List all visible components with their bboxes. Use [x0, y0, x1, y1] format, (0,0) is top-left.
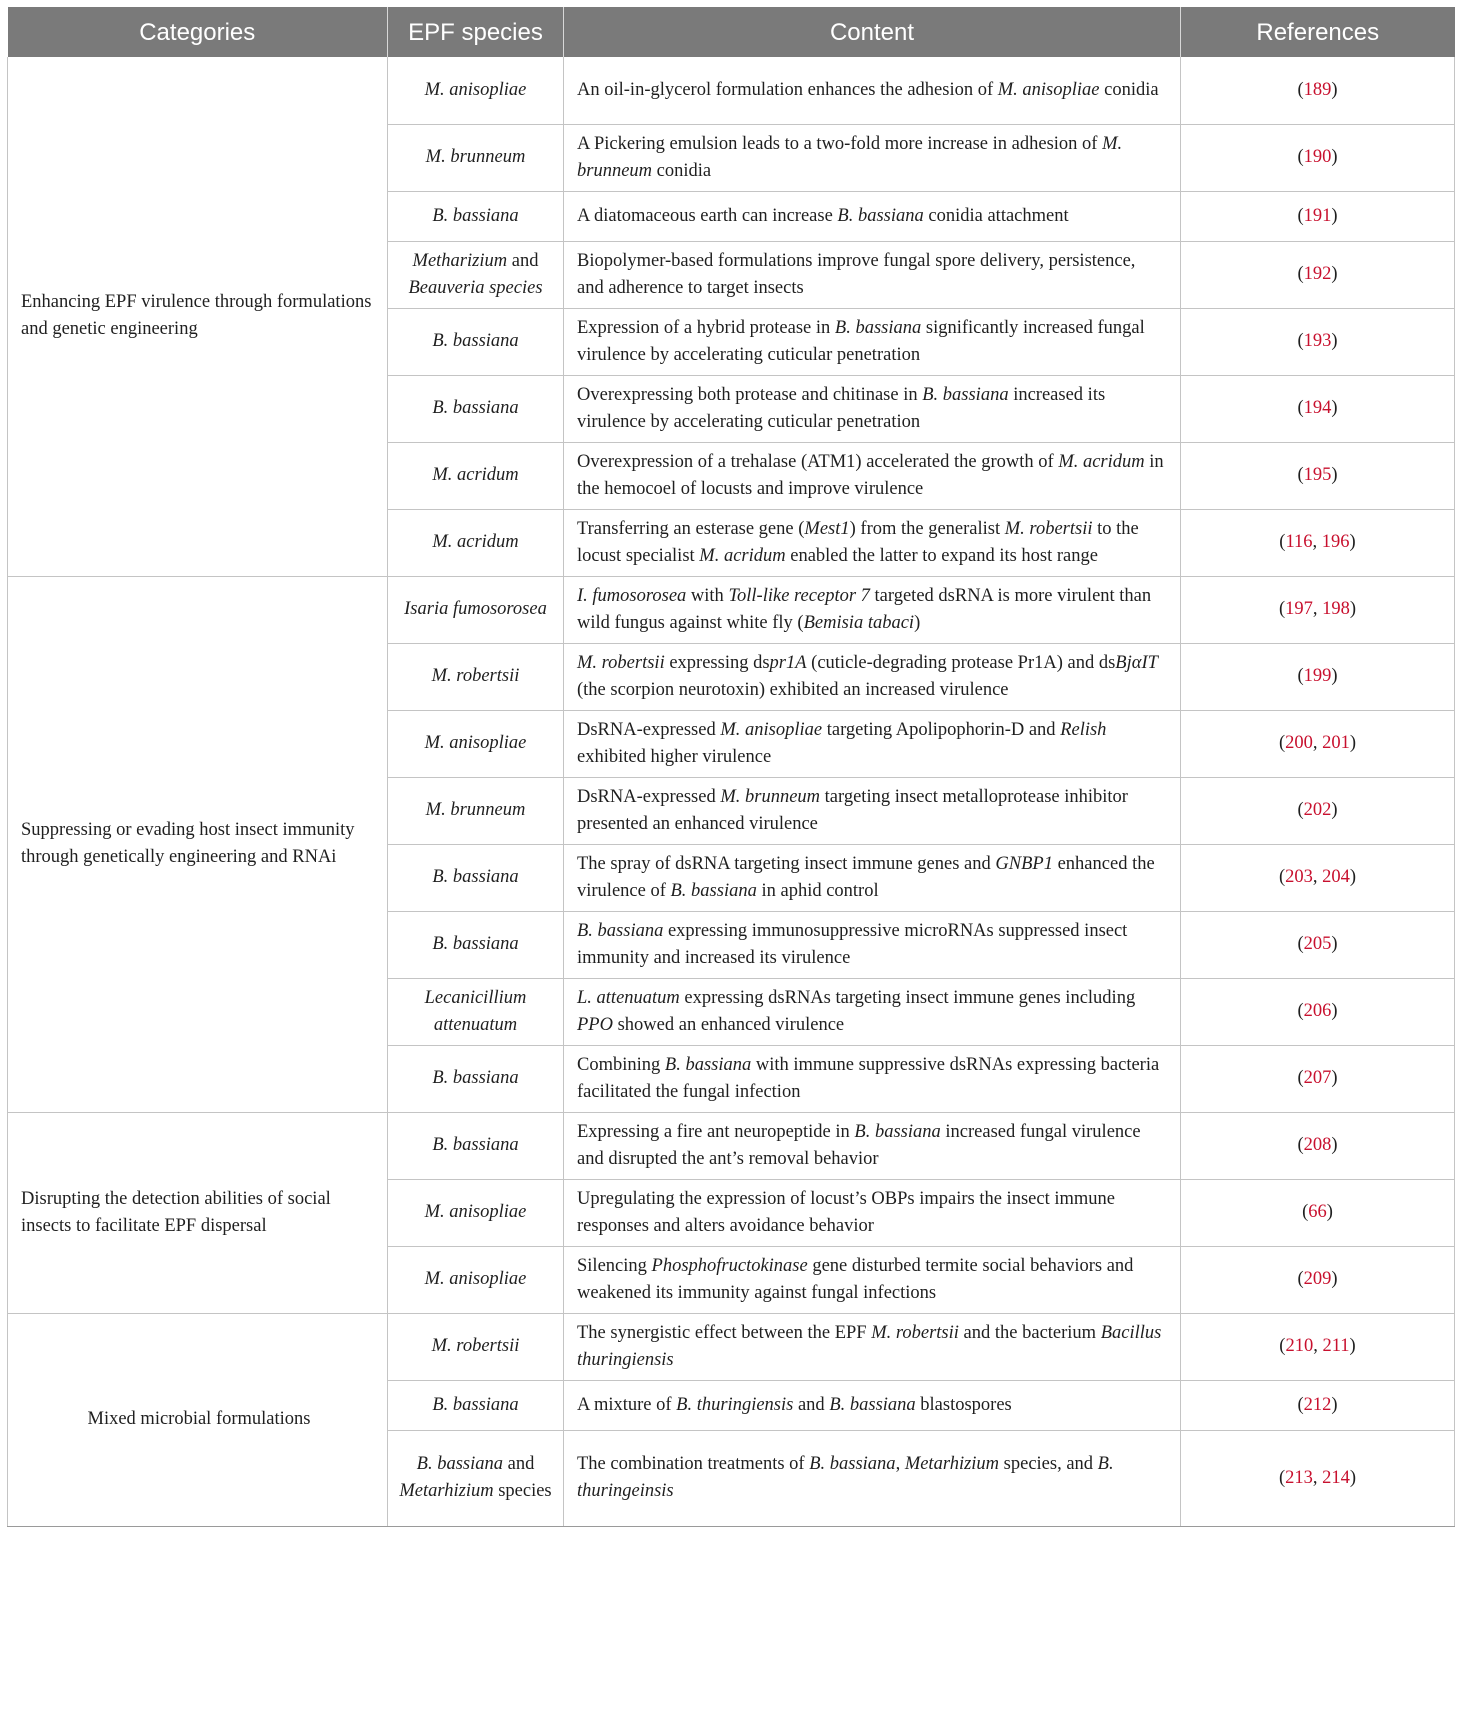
reference-link[interactable]: 194: [1303, 398, 1332, 418]
header-content: Content: [564, 7, 1181, 57]
reference-link[interactable]: 206: [1303, 1001, 1332, 1021]
header-references: References: [1181, 7, 1455, 57]
category-cell: Enhancing EPF virulence through formulations and genetic engineering: [8, 57, 388, 576]
species-cell: M. acridum: [388, 442, 564, 509]
reference-link[interactable]: 204: [1322, 867, 1350, 887]
content-cell: A mixture of B. thuringiensis and B. bassiana blastospores: [564, 1380, 1181, 1430]
content-cell: Upregulating the expression of locust’s OBPs impairs the insect immune responses and alters avoidance behavior: [564, 1179, 1181, 1246]
content-cell: M. robertsii expressing dspr1A (cuticle-degrading protease Pr1A) and dsBjαIT (the scorpion neurotoxin) exhibited an increased virulence: [564, 643, 1181, 710]
reference-link[interactable]: 209: [1303, 1269, 1332, 1289]
category-cell: Disrupting the detection abilities of social insects to facilitate EPF dispersal: [8, 1112, 388, 1313]
content-cell: Expressing a fire ant neuropeptide in B. bassiana increased fungal virulence and disrupted the ant’s removal behavior: [564, 1112, 1181, 1179]
category-cell: Mixed microbial formulations: [8, 1313, 388, 1526]
content-cell: A Pickering emulsion leads to a two-fold more increase in adhesion of M. brunneum conidia: [564, 124, 1181, 191]
reference-link[interactable]: 116: [1285, 532, 1313, 552]
references-cell: (194): [1181, 375, 1455, 442]
reference-link[interactable]: 189: [1303, 79, 1332, 100]
species-cell: M. acridum: [388, 509, 564, 576]
references-cell: (199): [1181, 643, 1455, 710]
content-cell: I. fumosorosea with Toll-like receptor 7 targeted dsRNA is more virulent than wild fungus against white fly (Bemisia tabaci): [564, 576, 1181, 643]
references-cell: (209): [1181, 1246, 1455, 1313]
table-row: [8, 1313, 1455, 1380]
species-cell: Isaria fumosorosea: [388, 576, 564, 643]
content-cell: B. bassiana expressing immunosuppressive microRNAs suppressed insect immunity and increased its virulence: [564, 911, 1181, 978]
references-cell: (116, 196): [1181, 509, 1455, 576]
reference-link[interactable]: 211: [1322, 1336, 1350, 1356]
reference-link[interactable]: 197: [1285, 599, 1313, 619]
references-cell: (189): [1181, 57, 1455, 124]
reference-link[interactable]: 202: [1303, 800, 1332, 820]
reference-link[interactable]: 192: [1303, 264, 1332, 284]
species-cell: B. bassiana: [388, 1112, 564, 1179]
species-cell: B. bassiana: [388, 191, 564, 241]
references-cell: (197, 198): [1181, 576, 1455, 643]
table-row: [8, 57, 1455, 124]
table-row: [8, 576, 1455, 643]
reference-link[interactable]: 203: [1285, 867, 1313, 887]
reference-link[interactable]: 199: [1303, 666, 1332, 686]
header-categories: Categories: [8, 7, 388, 57]
species-cell: M. robertsii: [388, 643, 564, 710]
references-cell: (192): [1181, 241, 1455, 308]
references-cell: (207): [1181, 1045, 1455, 1112]
species-cell: B. bassiana: [388, 911, 564, 978]
species-cell: Lecanicillium attenuatum: [388, 978, 564, 1045]
content-cell: Silencing Phosphofructokinase gene disturbed termite social behaviors and weakened its immunity against fungal infections: [564, 1246, 1181, 1313]
species-cell: B. bassiana: [388, 844, 564, 911]
references-cell: (193): [1181, 308, 1455, 375]
header-epf-species: EPF species: [388, 7, 564, 57]
category-cell: Suppressing or evading host insect immunity through genetically engineering and RNAi: [8, 576, 388, 1112]
species-cell: M. robertsii: [388, 1313, 564, 1380]
references-cell: (203, 204): [1181, 844, 1455, 911]
species-cell: B. bassiana: [388, 375, 564, 442]
species-cell: M. anisopliae: [388, 57, 564, 124]
species-cell: M. anisopliae: [388, 1246, 564, 1313]
references-cell: (210, 211): [1181, 1313, 1455, 1380]
content-cell: Overexpression of a trehalase (ATM1) accelerated the growth of M. acridum in the hemocoel of locusts and improve virulence: [564, 442, 1181, 509]
content-cell: The synergistic effect between the EPF M. robertsii and the bacterium Bacillus thuringiensis: [564, 1313, 1181, 1380]
species-cell: M. anisopliae: [388, 1179, 564, 1246]
references-table: [7, 7, 1455, 1527]
reference-link[interactable]: 193: [1303, 331, 1332, 351]
content-cell: L. attenuatum expressing dsRNAs targeting insect immune genes including PPO showed an enhanced virulence: [564, 978, 1181, 1045]
table-body: [8, 57, 1455, 1526]
species-cell: B. bassiana: [388, 1045, 564, 1112]
references-cell: (200, 201): [1181, 710, 1455, 777]
references-cell: (212): [1181, 1380, 1455, 1430]
content-cell: An oil-in-glycerol formulation enhances the adhesion of M. anisopliae conidia: [564, 57, 1181, 124]
content-cell: A diatomaceous earth can increase B. bassiana conidia attachment: [564, 191, 1181, 241]
reference-link[interactable]: 213: [1285, 1467, 1313, 1488]
content-cell: Transferring an esterase gene (Mest1) from the generalist M. robertsii to the locust specialist M. acridum enabled the latter to expand its host range: [564, 509, 1181, 576]
species-cell: B. bassiana: [388, 308, 564, 375]
references-cell: (195): [1181, 442, 1455, 509]
content-cell: Overexpressing both protease and chitinase in B. bassiana increased its virulence by accelerating cuticular penetration: [564, 375, 1181, 442]
reference-link[interactable]: 66: [1308, 1202, 1327, 1222]
reference-link[interactable]: 196: [1321, 532, 1350, 552]
references-cell: (190): [1181, 124, 1455, 191]
references-cell: (213, 214): [1181, 1430, 1455, 1526]
reference-link[interactable]: 210: [1285, 1336, 1314, 1356]
reference-link[interactable]: 198: [1322, 599, 1350, 619]
species-cell: B. bassiana: [388, 1380, 564, 1430]
species-cell: M. anisopliae: [388, 710, 564, 777]
reference-link[interactable]: 208: [1303, 1135, 1332, 1155]
content-cell: DsRNA-expressed M. brunneum targeting insect metalloprotease inhibitor presented an enhanced virulence: [564, 777, 1181, 844]
species-cell: M. brunneum: [388, 124, 564, 191]
references-cell: (66): [1181, 1179, 1455, 1246]
content-cell: DsRNA-expressed M. anisopliae targeting Apolipophorin-D and Relish exhibited higher virulence: [564, 710, 1181, 777]
species-cell: B. bassiana and Metarhizium species: [388, 1430, 564, 1526]
references-cell: (208): [1181, 1112, 1455, 1179]
reference-link[interactable]: 200: [1285, 733, 1313, 753]
header-row: [8, 7, 1455, 57]
references-cell: (206): [1181, 978, 1455, 1045]
reference-link[interactable]: 191: [1303, 205, 1332, 226]
reference-link[interactable]: 195: [1303, 465, 1332, 485]
content-cell: Biopolymer-based formulations improve fungal spore delivery, persistence, and adherence to target insects: [564, 241, 1181, 308]
reference-link[interactable]: 201: [1322, 733, 1350, 753]
content-cell: The combination treatments of B. bassiana, Metarhizium species, and B. thuringeinsis: [564, 1430, 1181, 1526]
references-cell: (202): [1181, 777, 1455, 844]
references-cell: (191): [1181, 191, 1455, 241]
content-cell: Expression of a hybrid protease in B. bassiana significantly increased fungal virulence by accelerating cuticular penetration: [564, 308, 1181, 375]
references-cell: (205): [1181, 911, 1455, 978]
table-row: [8, 1112, 1455, 1179]
content-cell: Combining B. bassiana with immune suppressive dsRNAs expressing bacteria facilitated the fungal infection: [564, 1045, 1181, 1112]
reference-link[interactable]: 205: [1303, 934, 1332, 954]
species-cell: M. brunneum: [388, 777, 564, 844]
reference-link[interactable]: 207: [1303, 1068, 1332, 1088]
content-cell: The spray of dsRNA targeting insect immune genes and GNBP1 enhanced the virulence of B. bassiana in aphid control: [564, 844, 1181, 911]
species-cell: Metharizium and Beauveria species: [388, 241, 564, 308]
reference-link[interactable]: 214: [1322, 1467, 1350, 1488]
reference-link[interactable]: 212: [1303, 1394, 1332, 1415]
reference-link[interactable]: 190: [1303, 147, 1332, 167]
